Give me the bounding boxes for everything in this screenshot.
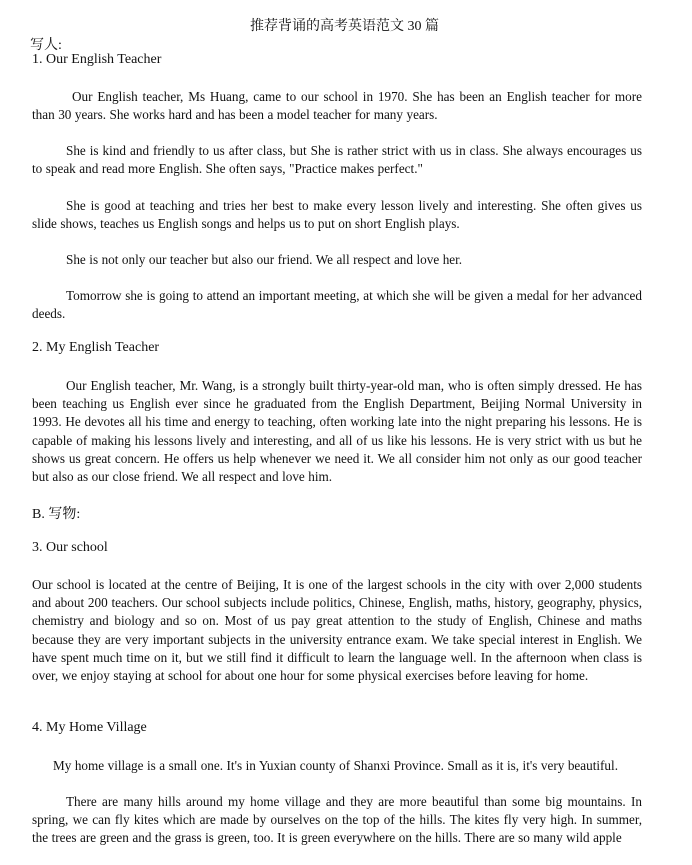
document-title: 推荐背诵的高考英语范文 30 篇: [250, 19, 439, 34]
essay-3-paragraph-1: Our school is located at the centre of Beijing, It is one of the largest schools in the city with over 2,000 students and about 200 teachers. Our school subjects include politics, Chinese, English, maths, history, geography, physics, chemistry and biology and so on. Most of us pay great attention to the study of English, Chinese and maths because they are very important subjects in the university entrance exam. We take special interest in English. We have spent much time on it, but we still find it difficult to learn the language well. In the afternoon when class is over, we enjoy staying at school for about one hour for some physical exercises before leaving for home.: [32, 577, 642, 684]
essay-3-heading: 3. Our school: [32, 540, 108, 555]
essay-4-paragraph-2: There are many hills around my home village and they are more beautiful than some big mountains. In spring, we can fly kites which are made by ourselves on the top of the hills. The kites fly very high. In summer, the trees are green and the grass is green, too. It is green everywhere on the hills. There are so many wild apple: [32, 794, 642, 846]
essay-1-paragraph-5: Tomorrow she is going to attend an important meeting, at which she will be given a medal for her advanced deeds.: [32, 288, 642, 322]
essay-4-heading: 4. My Home Village: [32, 720, 147, 735]
essay-2-paragraph-1: Our English teacher, Mr. Wang, is a strongly built thirty-year-old man, who is often simply dressed. He has been teaching us English ever since he graduated from the English Department, Beijing Normal University in 1993. He devotes all his time and energy to teaching, often working late into the night preparing his lessons. He is capable of making his lessons lively and interesting, and all of us like his lessons. He is very strict with us but he shows us great concern. He offers us help whenever we need it. We all consider him not only as our good teacher but also as our close friend. We all respect and love him.: [32, 378, 642, 485]
essay-1-paragraph-1: Our English teacher, Ms Huang, came to our school in 1970. She has been an English teacher for more than 30 years. She works hard and has been a model teacher for many years.: [32, 89, 642, 123]
essay-1-paragraph-4: She is not only our teacher but also our friend. We all respect and love her.: [66, 252, 463, 267]
section-b-heading: B. 写物:: [32, 507, 81, 522]
essay-2-heading: 2. My English Teacher: [32, 340, 160, 355]
essay-1-heading: 1. Our English Teacher: [32, 52, 162, 67]
essay-1-paragraph-2: She is kind and friendly to us after class, but She is rather strict with us in class. She always encourages us to speak and read more English. She often says, "Practice makes perfect.": [32, 143, 642, 177]
section-a-heading: 写人:: [30, 38, 62, 53]
essay-4-paragraph-1: My home village is a small one. It's in Yuxian county of Shanxi Province. Small as it is, it's very beautiful.: [53, 758, 618, 773]
essay-1-paragraph-3: She is good at teaching and tries her best to make every lesson lively and interesting. She often gives us slide shows, teaches us English songs and helps us to put on short English plays.: [32, 198, 642, 232]
